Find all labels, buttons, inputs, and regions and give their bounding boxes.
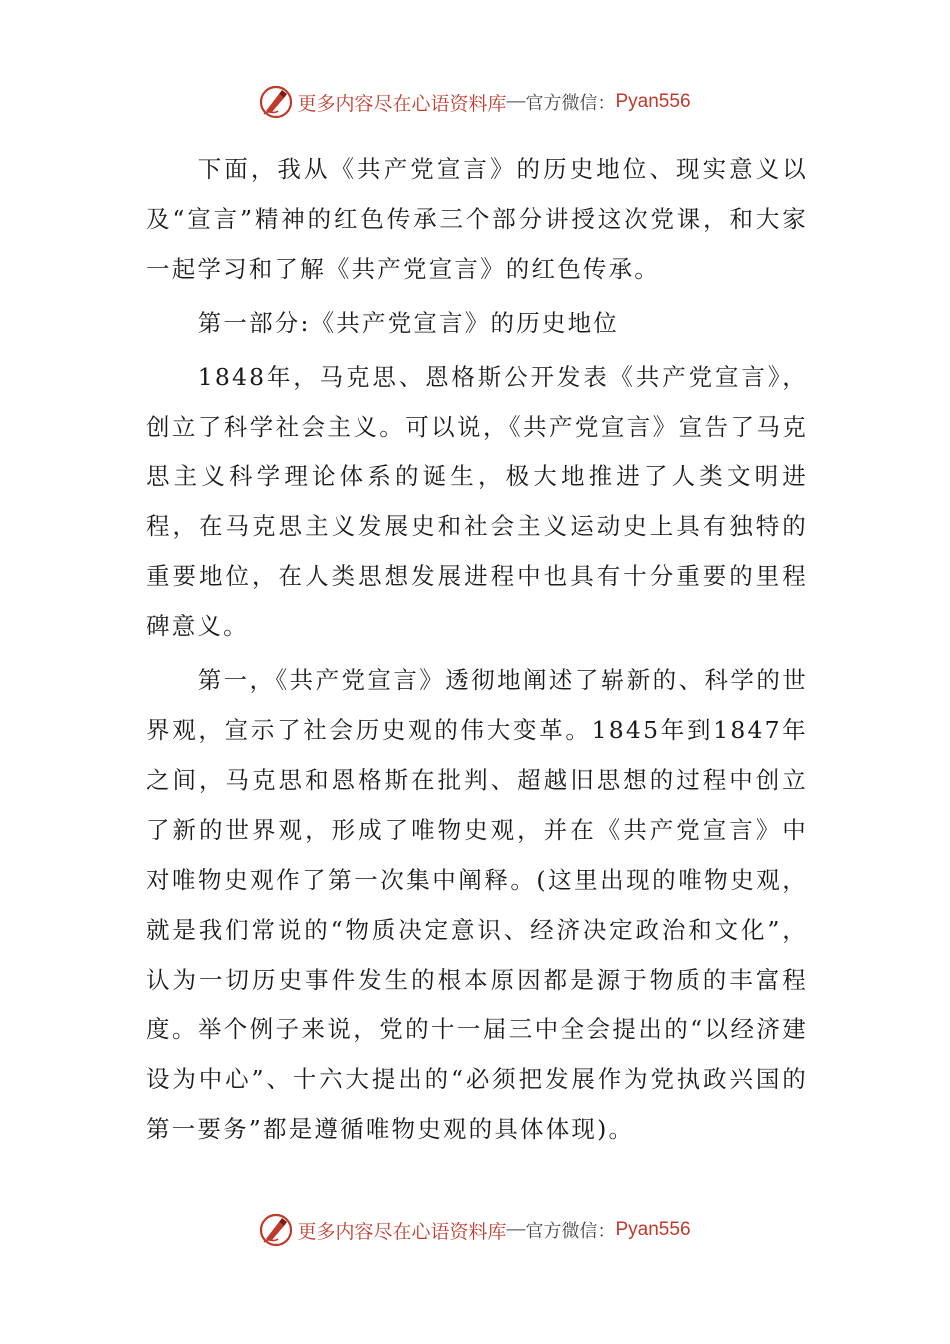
watermark-site-name: 更多内容尽在心语资料库 — [297, 1220, 507, 1243]
watermark-wechat-label: 官方微信： — [525, 1221, 616, 1242]
document-body — [146, 145, 808, 1155]
watermark-dash: — — [506, 1219, 526, 1240]
watermark-wechat-label: 官方微信： — [525, 93, 616, 114]
watermark-header — [0, 82, 950, 122]
watermark-wechat-id: Pyan556 — [615, 1219, 691, 1240]
pen-logo-icon — [259, 1213, 293, 1247]
watermark-site-name: 更多内容尽在心语资料库 — [297, 92, 507, 115]
watermark-footer — [0, 1210, 950, 1250]
paragraph-history: 1848年，马克思、恩格斯公开发表《共产党宣言》，创立了科学社会主义。可以说，《共产党宣言》宣告了马克思主义科学理论体系的诞生，极大地推进了人类文明进程，在马克思主义发展史和社会主义运动史上具有独特的重要地位，在人类思想发展进程中也具有十分重要的里程碑意义。 — [146, 362, 808, 641]
section-heading: 第一部分:《共产党宣言》的历史地位 — [197, 308, 620, 337]
watermark-wechat-id: Pyan556 — [615, 91, 691, 112]
pen-logo-icon — [259, 85, 293, 119]
watermark-dash: — — [506, 91, 526, 112]
paragraph-first-point: 第一，《共产党宣言》透彻地阐述了崭新的、科学的世界观，宣示了社会历史观的伟大变革。1845年到1847年之间，马克思和恩格斯在批判、超越旧思想的过程中创立了新的世界观，形成了唯物史观，并在《共产党宣言》中对唯物史观作了第一次集中阐释。(这里出现的唯物史观，就是我们常说的“物质决定意识、经济决定政治和文化”，认为一切历史事件发生的根本原因都是源于物质的丰富程度。举个例子来说，党的十一届三中全会提出的“以经济建设为中心”、十六大提出的“必须把发展作为党执政兴国的第一要务”都是遵循唯物史观的具体体现)。 — [146, 666, 808, 1144]
paragraph-intro: 下面，我从《共产党宣言》的历史地位、现实意义以及“宣言”精神的红色传承三个部分讲授这次党课，和大家一起学习和了解《共产党宣言》的红色传承。 — [146, 155, 808, 283]
